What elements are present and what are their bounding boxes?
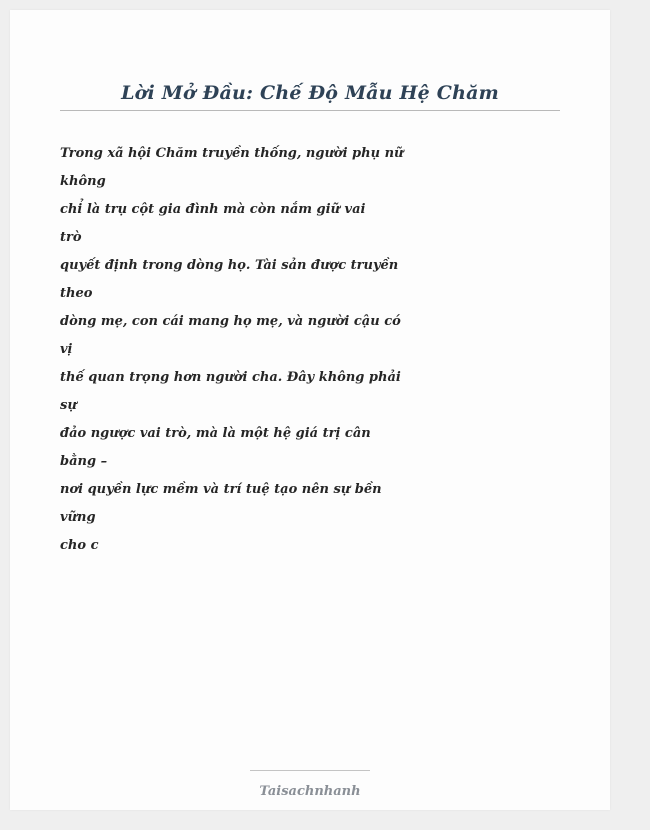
body-line: thế quan trọng hơn người cha. Đây không phải	[60, 370, 401, 385]
body-line: đảo ngược vai trò, mà là một hệ giá trị cân	[60, 426, 371, 441]
body-line: trò	[60, 230, 82, 245]
body-line: dòng mẹ, con cái mang họ mẹ, và người cậu có	[60, 314, 401, 329]
body-line: vị	[60, 342, 73, 357]
body-line: sự	[60, 398, 77, 413]
body-line: bằng –	[60, 454, 108, 469]
document-page	[10, 10, 610, 810]
body-text	[60, 140, 404, 560]
body-line: không	[60, 174, 106, 189]
body-line: cho c	[60, 538, 99, 553]
body-line: quyết định trong dòng họ. Tài sản được truyền	[60, 258, 399, 273]
body-line: vững	[60, 510, 96, 525]
body-line: chỉ là trụ cột gia đình mà còn nắm giữ vai	[60, 202, 366, 217]
footer-text: Taisachnhanh	[259, 784, 361, 799]
footer-divider	[250, 770, 370, 771]
body-line: Trong xã hội Chăm truyền thống, người phụ nữ	[60, 146, 404, 161]
title-divider	[60, 110, 560, 111]
body-line: theo	[60, 286, 93, 301]
body-line: nơi quyền lực mềm và trí tuệ tạo nên sự bền	[60, 482, 382, 497]
page-title: Lời Mở Đầu: Chế Độ Mẫu Hệ Chăm	[121, 82, 499, 104]
